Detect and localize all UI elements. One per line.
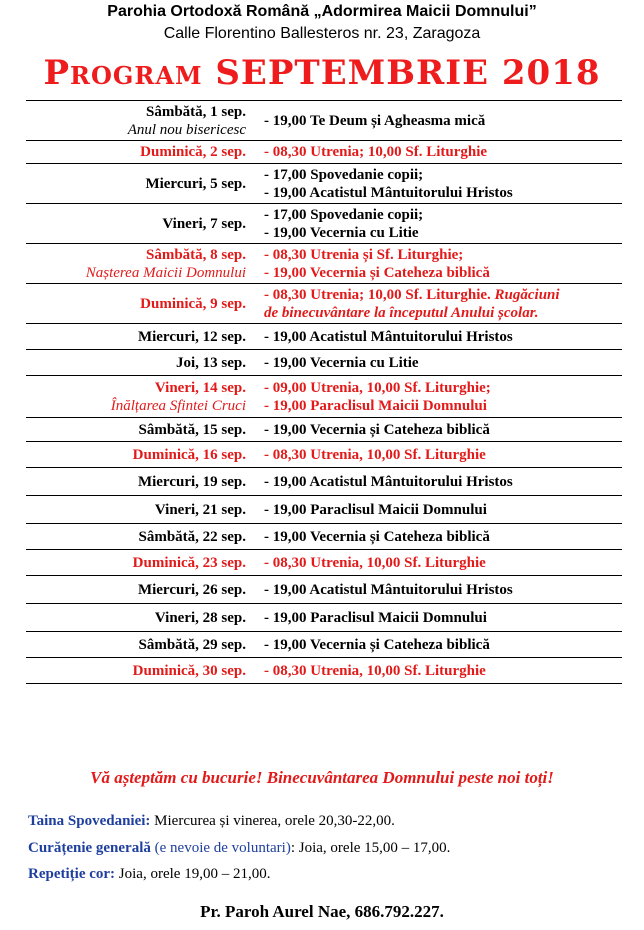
schedule-row: [26, 244, 622, 284]
date-label: Sâmbătă, 29 sep.: [138, 636, 246, 653]
schedule-row: [26, 101, 622, 141]
service-line: [264, 112, 622, 130]
cleaning-text: : Joia, orele 15,00 – 17,00.: [290, 840, 451, 856]
service-text: - 19,00 Te Deum și Agheasma mică: [264, 112, 486, 129]
date-cell: [26, 468, 258, 495]
service-cell: [258, 468, 622, 495]
service-text: - 19,00 Paraclisul Maicii Domnului: [264, 397, 487, 414]
service-text: - 08,30 Utrenia; 10,00 Sf. Liturghie.: [264, 286, 491, 303]
service-cell: [258, 632, 622, 657]
service-text: - 19,00 Vecernia cu Litie: [264, 354, 419, 371]
service-line: [264, 184, 622, 202]
welcome-message: Vă așteptăm cu bucurie! Binecuvântarea Domnului peste noi toți!: [90, 768, 554, 787]
date-label: Sâmbătă, 22 sep.: [138, 528, 246, 545]
date-cell: [26, 524, 258, 549]
confession-label: Taina Spovedaniei:: [28, 813, 151, 829]
service-line: [264, 166, 622, 184]
service-cell: [258, 324, 622, 349]
date-cell: [26, 204, 258, 243]
service-line: [264, 328, 622, 346]
service-text: - 19,00 Paraclisul Maicii Domnului: [264, 501, 487, 518]
cleaning-note: (e nevoie de voluntari): [150, 840, 291, 856]
service-line: [264, 446, 622, 464]
date-label: Vineri, 21 sep.: [154, 501, 246, 518]
service-cell: [258, 524, 622, 549]
date-label: Duminică, 9 sep.: [140, 295, 246, 312]
feast-label: Nașterea Maicii Domnului: [85, 264, 246, 281]
cleaning-info: [28, 839, 450, 857]
date-cell: [26, 324, 258, 349]
service-line: [264, 554, 622, 572]
service-cell: [258, 576, 622, 603]
service-text: - 19,00 Vecernia și Cateheza biblică: [264, 636, 490, 653]
date-label: Vineri, 14 sep.: [154, 379, 246, 396]
date-cell: [26, 632, 258, 657]
service-cell: [258, 350, 622, 375]
schedule-row: [26, 164, 622, 204]
service-cell: [258, 604, 622, 631]
service-text: - 19,00 Acatistul Mântuitorului Hristos: [264, 184, 513, 201]
service-text: - 08,30 Utrenia, 10,00 Sf. Liturghie: [264, 554, 486, 571]
date-cell: [26, 576, 258, 603]
schedule-row: [26, 204, 622, 244]
choir-text: Joia, orele 19,00 – 21,00.: [115, 866, 271, 882]
service-line: [264, 473, 622, 491]
signature: Pr. Paroh Aurel Nae, 686.792.227.: [200, 902, 444, 921]
service-line: [264, 609, 622, 627]
service-cell: [258, 141, 622, 163]
date-cell: [26, 164, 258, 203]
service-line: [264, 354, 622, 372]
date-cell: [26, 141, 258, 163]
service-line: [264, 501, 622, 519]
schedule-row: [26, 141, 622, 164]
service-line: [264, 143, 622, 161]
service-note: Rugăciuni: [490, 286, 560, 303]
schedule-row: [26, 550, 622, 576]
service-text: - 19,00 Acatistul Mântuitorului Hristos: [264, 581, 513, 598]
service-cell: [258, 658, 622, 683]
date-label: Duminică, 2 sep.: [140, 144, 246, 160]
schedule-row: [26, 442, 622, 468]
date-cell: [26, 418, 258, 441]
service-cell: [258, 244, 622, 283]
service-text: - 19,00 Acatistul Mântuitorului Hristos: [264, 328, 513, 345]
schedule-row: [26, 658, 622, 684]
date-label: Vineri, 28 sep.: [154, 609, 246, 626]
service-text: - 17,00 Spovedanie copii;: [264, 166, 424, 183]
choir-label: Repetiție cor:: [28, 866, 116, 882]
date-label: Duminică, 30 sep.: [132, 662, 246, 679]
schedule-row: [26, 284, 622, 324]
schedule-row: [26, 418, 622, 442]
service-cell: [258, 442, 622, 467]
service-cell: [258, 101, 622, 140]
date-label: Sâmbătă, 15 sep.: [138, 421, 246, 438]
feast-label: Anul nou bisericesc: [127, 121, 246, 138]
schedule-row: [26, 324, 622, 350]
service-line: [264, 379, 622, 397]
date-cell: [26, 442, 258, 467]
service-cell: [258, 376, 622, 417]
schedule-row: [26, 376, 622, 418]
choir-info: [28, 865, 270, 883]
service-line: [264, 264, 622, 282]
confession-info: [28, 812, 395, 830]
page-title: Program SEPTEMBRIE 2018: [43, 53, 601, 93]
date-label: Vineri, 7 sep.: [162, 215, 246, 232]
service-text: - 17,00 Spovedanie copii;: [264, 206, 424, 223]
service-line: [264, 421, 622, 439]
service-cell: [258, 164, 622, 203]
service-cell: [258, 284, 622, 323]
confession-text: Miercurea și vinerea, orele 20,30-22,00.: [150, 813, 395, 829]
service-line: [264, 246, 622, 264]
date-label: Miercuri, 12 sep.: [137, 328, 246, 345]
date-cell: [26, 284, 258, 323]
date-label: Miercuri, 19 sep.: [137, 473, 246, 490]
date-label: Miercuri, 26 sep.: [137, 581, 246, 598]
date-cell: [26, 376, 258, 417]
service-text: - 19,00 Vecernia și Cateheza biblică: [264, 421, 490, 438]
date-label: Duminică, 23 sep.: [132, 554, 246, 571]
service-text: - 19,00 Paraclisul Maicii Domnului: [264, 609, 487, 626]
parish-address: Calle Florentino Ballesteros nr. 23, Zaragoza: [163, 25, 481, 42]
schedule-table: [26, 100, 622, 684]
service-line: [264, 528, 622, 546]
service-text: - 09,00 Utrenia, 10,00 Sf. Liturghie;: [264, 379, 491, 396]
service-cell: [258, 550, 622, 575]
schedule-row: [26, 524, 622, 550]
date-cell: [26, 244, 258, 283]
date-label: Sâmbătă, 1 sep.: [145, 103, 246, 120]
date-cell: [26, 101, 258, 140]
service-text: - 19,00 Vecernia și Cateheza biblică: [264, 528, 490, 545]
service-text: - 19,00 Acatistul Mântuitorului Hristos: [264, 473, 513, 490]
service-text: - 19,00 Vecernia cu Litie: [264, 224, 419, 241]
date-cell: [26, 658, 258, 683]
date-label: Duminică, 16 sep.: [132, 446, 246, 463]
service-text: - 08,30 Utrenia, 10,00 Sf. Liturghie: [264, 446, 486, 463]
date-cell: [26, 350, 258, 375]
date-label: Joi, 13 sep.: [175, 354, 246, 371]
service-line: [264, 581, 622, 599]
service-line: [264, 397, 622, 415]
date-label: Miercuri, 5 sep.: [145, 175, 246, 192]
service-text: - 19,00 Vecernia și Cateheza biblică: [264, 264, 490, 281]
date-cell: [26, 496, 258, 523]
schedule-row: [26, 496, 622, 524]
schedule-row: [26, 468, 622, 496]
schedule-row: [26, 604, 622, 632]
service-cell: [258, 418, 622, 441]
feast-label: Înălțarea Sfintei Cruci: [110, 397, 246, 414]
schedule-row: [26, 576, 622, 604]
service-line: [264, 286, 622, 304]
date-cell: [26, 604, 258, 631]
service-line: [264, 662, 622, 680]
schedule-row: [26, 350, 622, 376]
service-line: [264, 206, 622, 224]
date-label: Sâmbătă, 8 sep.: [145, 246, 246, 263]
service-text: - 08,30 Utrenia; 10,00 Sf. Liturghie: [264, 144, 488, 160]
service-line: [264, 636, 622, 654]
schedule-row: [26, 632, 622, 658]
service-cell: [258, 496, 622, 523]
service-text: - 08,30 Utrenia și Sf. Liturghie;: [264, 246, 464, 263]
service-note-line: de binecuvântare la începutul Anului școlar.: [264, 304, 539, 321]
cleaning-label: Curățenie generală: [28, 840, 151, 856]
service-text: - 08,30 Utrenia, 10,00 Sf. Liturghie: [264, 662, 486, 679]
service-line: [264, 224, 622, 242]
service-cell: [258, 204, 622, 243]
parish-name: Parohia Ortodoxă Română „Adormirea Maicii Domnului”: [107, 3, 537, 20]
date-cell: [26, 550, 258, 575]
